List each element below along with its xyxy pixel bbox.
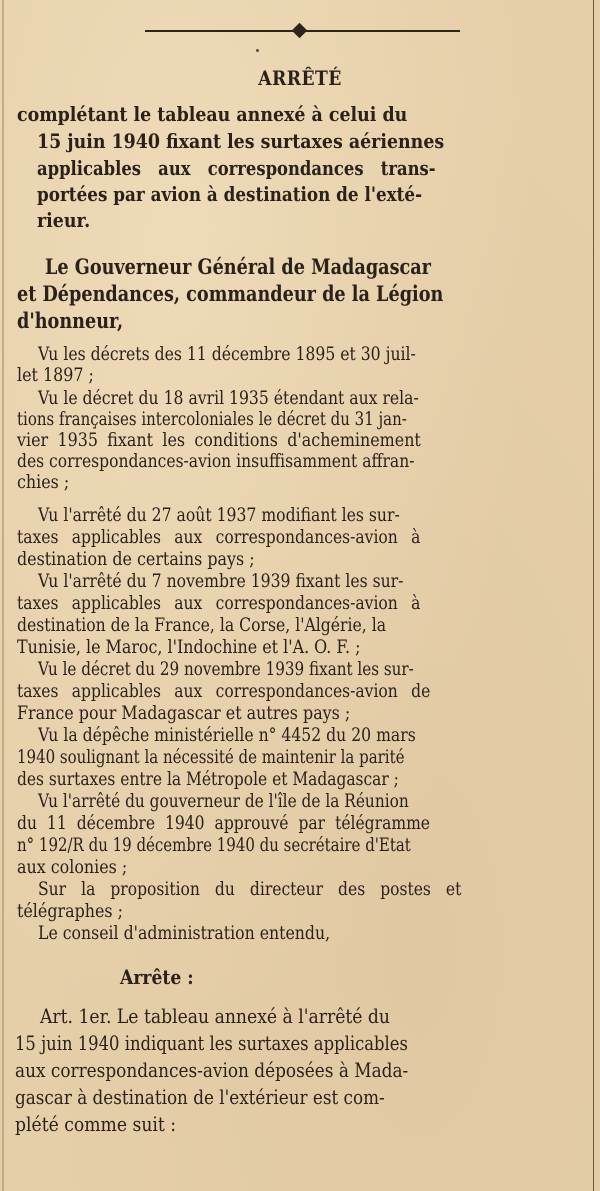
governor-line: et Dépendances, commandeur de la Légion (17, 281, 444, 306)
consideration-line: taxes applicables aux correspondances-avion à (17, 593, 421, 614)
consideration-line: Vu l'arrêté du 27 août 1937 modifiant les sur- (38, 505, 400, 526)
decree-heading: Arrête : (120, 965, 194, 989)
consideration-line: Vu les décrets des 11 décembre 1895 et 30 juil- (38, 344, 416, 365)
left-column-rule (2, 0, 4, 1191)
consideration-line: taxes applicables aux correspondances-avion à (17, 527, 421, 548)
diamond-ornament-icon (292, 23, 308, 39)
consideration-line: tions françaises intercoloniales le décret du 31 jan- (17, 409, 407, 430)
article-line: 15 juin 1940 indiquant les surtaxes applicables (15, 1031, 408, 1055)
article-line: aux correspondances-avion déposées à Mada- (15, 1058, 409, 1082)
consideration-line: Sur la proposition du directeur des postes et (38, 879, 462, 900)
governor-line: d'honneur, (17, 308, 124, 333)
consideration-line: Vu le décret du 18 avril 1935 étendant aux rela- (38, 388, 419, 409)
subtitle-line: rieur. (37, 208, 91, 232)
consideration-line: aux colonies ; (17, 857, 128, 878)
subtitle-line: portées par avion à destination de l'exté- (37, 182, 423, 206)
governor-line: Le Gouverneur Général de Madagascar (45, 254, 431, 279)
consideration-line: taxes applicables aux correspondances-avion de (17, 681, 431, 702)
article-line: Art. 1er. Le tableau annexé à l'arrêté du (40, 1004, 391, 1028)
consideration-line: du 11 décembre 1940 approuvé par télégramme (17, 813, 431, 834)
consideration-line: let 1897 ; (17, 365, 94, 386)
subtitle-line: applicables aux correspondances trans- (37, 156, 436, 180)
article-line: gascar à destination de l'extérieur est com- (15, 1085, 385, 1109)
consideration-line: télégraphes ; (17, 901, 124, 922)
consideration-line: chies ; (17, 472, 70, 493)
consideration-line: Vu l'arrêté du 7 novembre 1939 fixant les sur- (38, 571, 404, 592)
consideration-line: destination de la France, la Corse, l'Algérie, la (17, 615, 387, 636)
right-column-rule (593, 0, 594, 1191)
consideration-line: des surtaxes entre la Métropole et Madagascar ; (17, 769, 399, 790)
consideration-line: n° 192/R du 19 décembre 1940 du secrétaire d'Etat (17, 835, 411, 856)
consideration-line: Le conseil d'administration entendu, (38, 923, 331, 944)
article-line: plété comme suit : (15, 1112, 177, 1136)
subtitle-line: complétant le tableau annexé à celui du (17, 102, 408, 126)
consideration-line: France pour Madagascar et autres pays ; (17, 703, 351, 724)
consideration-line: Vu le décret du 29 novembre 1939 fixant les sur- (38, 659, 414, 680)
dot-ornament (256, 49, 259, 52)
document-title: ARRÊTÉ (258, 66, 342, 90)
consideration-line: destination de certains pays ; (17, 549, 255, 570)
ornamental-divider (145, 26, 460, 36)
consideration-line: Tunisie, le Maroc, l'Indochine et l'A. O. F. ; (17, 637, 361, 658)
consideration-line: Vu l'arrêté du gouverneur de l'île de la Réunion (38, 791, 409, 812)
consideration-line: Vu la dépêche ministérielle n° 4452 du 20 mars (38, 725, 416, 746)
subtitle-line: 15 juin 1940 fixant les surtaxes aériennes (37, 129, 445, 153)
consideration-line: des correspondances-avion insuffisamment affran- (17, 451, 415, 472)
consideration-line: vier 1935 fixant les conditions d'acheminement (17, 430, 421, 451)
consideration-line: 1940 soulignant la nécessité de maintenir la parité (17, 747, 405, 768)
